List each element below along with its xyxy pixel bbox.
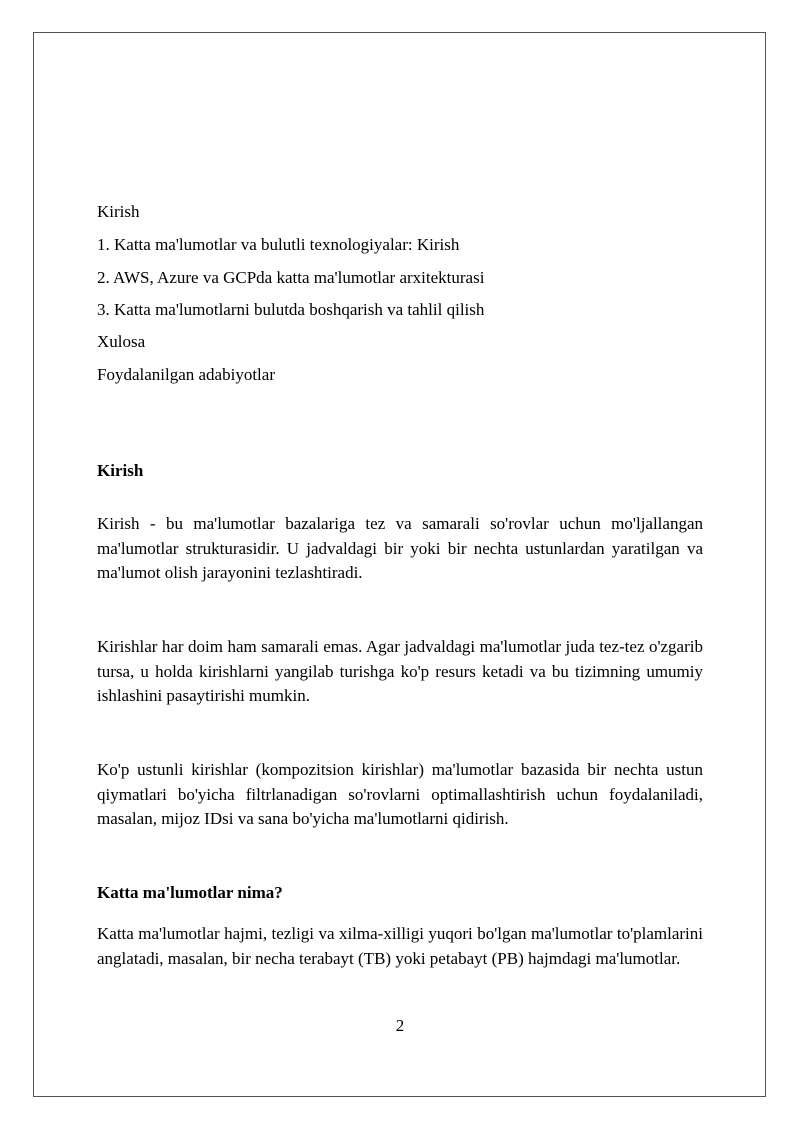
section-heading: Katta ma'lumotlar nima? [97,883,283,902]
paragraph: Kirish - bu ma'lumotlar bazalariga tez va samarali so'rovlar uchun mo'ljallangan ma'lumotlar strukturasidir. U jadvaldagi bir yoki bir nechta ustunlardan yaratilgan va ma'lumot olish jarayonini tezlashtiradi. [97,514,703,582]
toc-item: 3. Katta ma'lumotlarni bulutda boshqarish va tahlil qilish [97,300,485,319]
toc-item: 2. AWS, Azure va GCPda katta ma'lumotlar arxitekturasi [97,268,485,287]
paragraph: Kirishlar har doim ham samarali emas. Agar jadvaldagi ma'lumotlar juda tez-tez o'zgarib tursa, u holda kirishlarni yangilab turishga ko'p resurs ketadi va bu tizimning umumiy ishlashini pasaytirishi mumkin. [97,637,703,705]
section-heading: Kirish [97,461,144,480]
paragraph: Ko'p ustunli kirishlar (kompozitsion kirishlar) ma'lumotlar bazasida bir nechta ustun qiymatlari bo'yicha filtrlanadigan so'rovlarni optimallashtirish uchun foydalaniladi, masalan, mijoz IDsi va sana bo'yicha ma'lumotlarni qidirish. [97,760,703,828]
paragraph: Katta ma'lumotlar hajmi, tezligi va xilma-xilligi yuqori bo'lgan ma'lumotlar to'plamlarini anglatadi, masalan, bir necha terabayt (TB) yoki petabayt (PB) hajmdagi ma'lumotlar. [97,924,703,968]
toc-item: Kirish [97,202,140,221]
page-number: 2 [395,1016,405,1035]
toc-item: 1. Katta ma'lumotlar va bulutli texnologiyalar: Kirish [97,235,460,254]
toc-item: Xulosa [97,332,146,351]
toc-item: Foydalanilgan adabiyotlar [97,365,275,384]
